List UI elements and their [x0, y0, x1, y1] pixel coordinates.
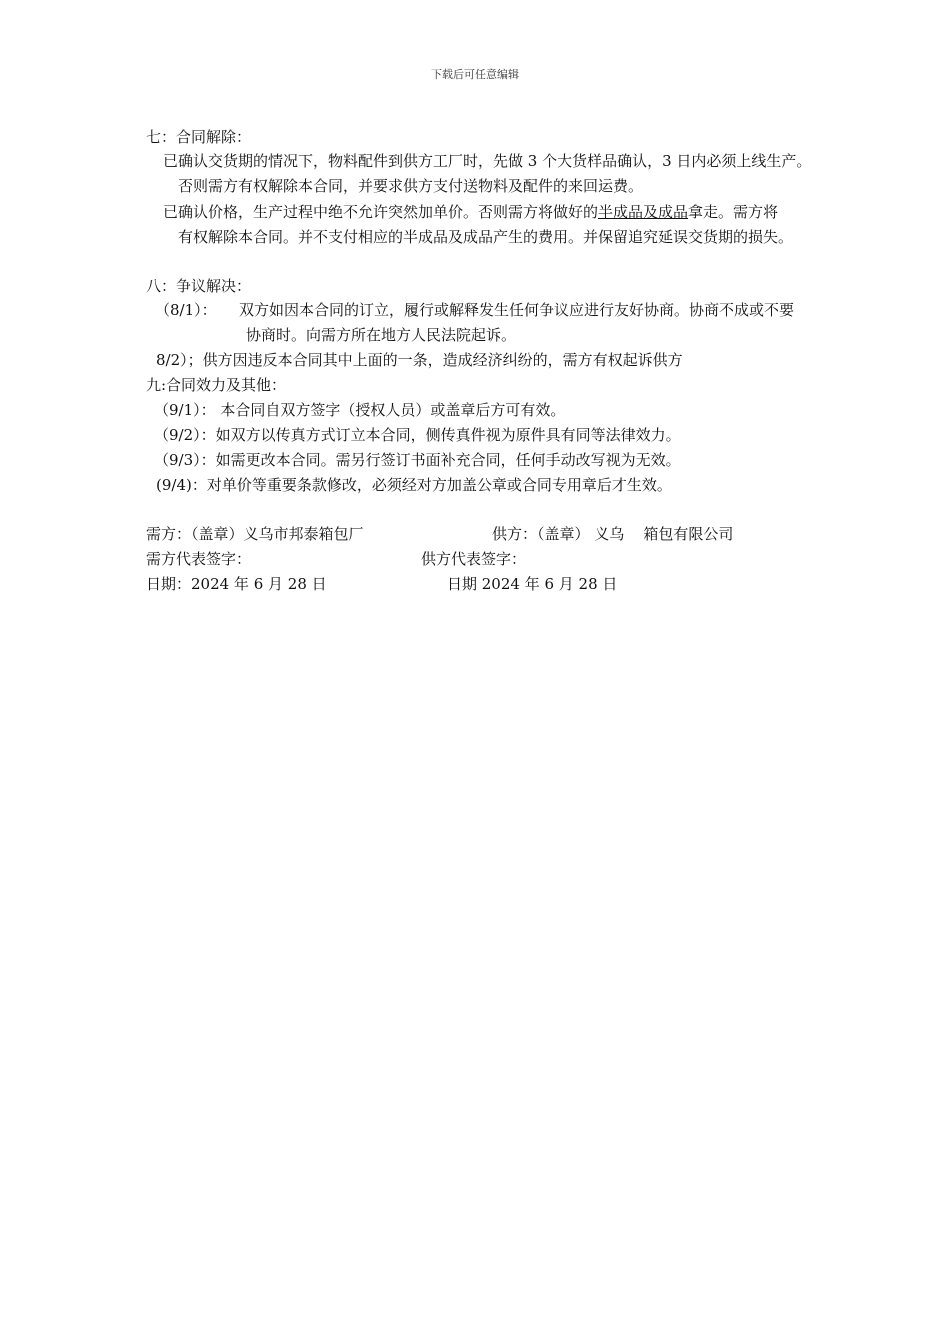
clause-9-2: （9/2）：如双方以传真方式订立本合同，侧传真件视为原件具有同等法律效力。 — [154, 426, 681, 444]
section-7-title: 七：合同解除： — [146, 128, 252, 146]
clause-8-1-number: （8/1）： — [155, 301, 217, 319]
clause-9-3: （9/3）：如需更改本合同。需另行签订书面补充合同，任何手动改写视为无效。 — [154, 451, 681, 469]
section-9-title: 九:合同效力及其他： — [146, 376, 287, 394]
section-7-paragraph-1-line-2: 否则需方有权解除本合同，并要求供方支付送物料及配件的来回运费。 — [178, 177, 644, 195]
clause-8-2: 8/2）；供方因违反本合同其中上面的一条，造成经济纠纷的，需方有权起诉供方 — [156, 351, 683, 369]
buyer-seal: 需方：（盖章）义乌市邦泰箱包厂 — [146, 525, 364, 543]
buyer-representative-signature: 需方代表签字： — [146, 550, 252, 568]
section-8-title: 八：争议解决： — [146, 277, 252, 295]
clause-8-1-line-2: 协商时。向需方所在地方人民法院起诉。 — [246, 326, 517, 344]
semi-finished-products-underlined: 半成品及成品 — [598, 203, 689, 221]
seller-date: 日期 2024 年 6 月 28 日 — [447, 575, 618, 593]
buyer-date: 日期：2024 年 6 月 28 日 — [146, 575, 327, 593]
clause-9-1: （9/1）： 本合同自双方签字（授权人员）或盖章后方可有效。 — [154, 401, 566, 419]
clause-8-1-line-1: 双方如因本合同的订立，履行或解释发生任何争议应进行友好协商。协商不成或不要 — [239, 301, 795, 319]
section-7-paragraph-1-line-1: 已确认交货期的情况下，物料配件到供方工厂时，先做 3 个大货样品确认，3 日内必须上线生产。 — [163, 152, 812, 170]
section-7-paragraph-2-text-a: 已确认价格，生产过程中绝不允许突然加单价。否则需方将做好的 — [163, 203, 599, 221]
page-header: 下载后可任意编辑 — [431, 68, 519, 81]
seller-representative-signature: 供方代表签字： — [421, 550, 527, 568]
clause-9-4: (9/4)：对单价等重要条款修改，必须经对方加盖公章或合同专用章后才生效。 — [156, 476, 672, 494]
section-7-paragraph-2-line-1 — [163, 202, 778, 222]
seller-seal: 供方：（盖章） 义乌 箱包有限公司 — [492, 525, 734, 543]
section-7-paragraph-2-line-2: 有权解除本合同。并不支付相应的半成品及成品产生的费用。并保留追究延误交货期的损失。 — [178, 228, 794, 246]
section-7-paragraph-2-text-b: 拿走。需方将 — [688, 203, 779, 221]
